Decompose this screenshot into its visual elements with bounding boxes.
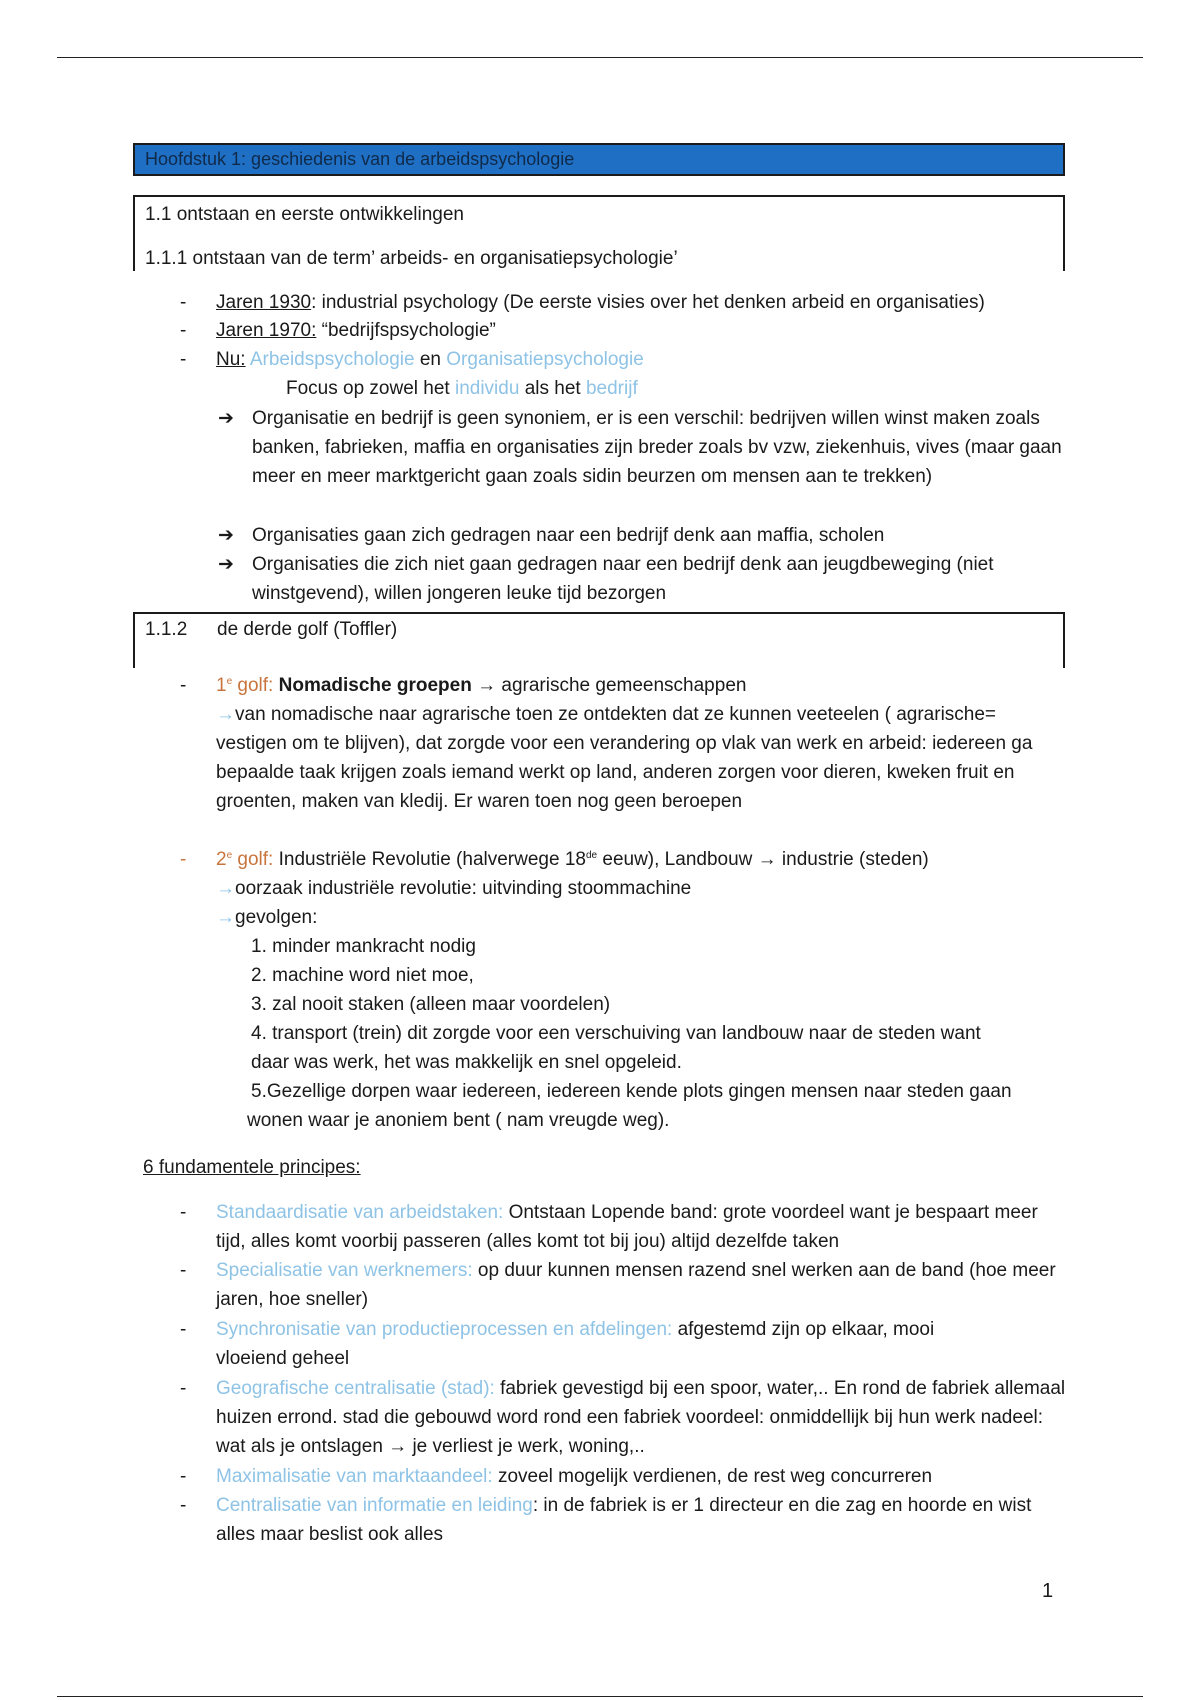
wave-text: eeuw), Landbouw → industrie (steden) <box>597 849 929 870</box>
list-item-1970 <box>216 316 496 345</box>
principle-text: op duur kunnen mensen razend snel werken aan de band (hoe meer jaren, hoe sneller) <box>216 1260 1056 1310</box>
effects-label: gevolgen: <box>235 907 318 928</box>
principle-item <box>216 1256 1066 1314</box>
principle-text: : in de fabriek is er 1 directeur en die zag en hoorde en wist alles maar beslist ook alles <box>216 1495 1032 1545</box>
section-box-1-1-2 <box>133 612 1065 668</box>
wave-number: 2 <box>216 849 227 870</box>
bullet-dash: - <box>180 292 187 313</box>
principle-text: fabriek gevestigd bij een spoor, water,.. En rond de fabriek allemaal huizen errond. stad die gebouwd word rond een fabriek voordeel: onmiddellijk bij hun werk nadeel: wat als je ontslagen → je verliest je werk, woning,.. <box>216 1378 1066 1457</box>
term-highlight: Organisatiepsychologie <box>446 349 644 370</box>
arrow-bullet-icon: ➔ <box>218 408 234 429</box>
arrow-bullet-icon: ➔ <box>218 554 234 575</box>
wave-number: 1 <box>216 675 227 696</box>
wave-sup: de <box>585 850 598 861</box>
bullet-dash: - <box>180 849 187 870</box>
list-item-nu <box>216 345 644 374</box>
year-text: : industrial psychology (De eerste visies over het denken arbeid en organisaties) <box>311 292 985 313</box>
effect-item: 5.Gezellige dorpen waar iedereen, iedereen kende plots gingen mensen naar steden gaan wonen waar je anoniem bent ( nam vreugde weg). <box>247 1081 1012 1131</box>
wave-1-description <box>216 700 1056 816</box>
bullet-dash: - <box>180 1466 187 1487</box>
wave-sup: e <box>226 676 233 687</box>
connector-text: en <box>414 349 447 370</box>
principle-item <box>216 1491 1066 1549</box>
list-item-1930 <box>216 288 985 317</box>
wave-text: van nomadische naar agrarische toen ze ontdekten dat ze kunnen veeteelen ( agrarische= vestigen om te blijven), dat zorgde voor een verandering op vlak van werk en arbeid: iedereen ga bepaalde taak krijgen zoals iemand werkt op land, anderen zorgen voor dieren, kweken fruit en groenten, maken van kledij. Er waren toen nog geen beroepen <box>216 704 1033 812</box>
chapter-heading: Hoofdstuk 1: geschiedenis van de arbeidspsychologie <box>133 143 1065 176</box>
wave-sup: e <box>226 850 233 861</box>
focus-line <box>286 374 638 403</box>
focus-text: als het <box>519 378 586 399</box>
effect-item: 2. machine word niet moe, <box>251 965 474 986</box>
wave-2-cause <box>216 874 691 903</box>
effect-item: 4. transport (trein) dit zorgde voor een verschuiving van landbouw naar de steden want daar was werk, het was makkelijk en snel opgeleid. <box>251 1023 981 1073</box>
wave-bold: Nomadische groepen <box>273 675 472 696</box>
principle-term: Synchronisatie van productieprocessen en afdelingen: <box>216 1319 673 1340</box>
wave-2-heading <box>216 845 929 874</box>
page-number: 1 <box>1042 1580 1054 1602</box>
term-highlight: individu <box>454 378 520 399</box>
section-title: de derde golf (Toffler) <box>217 619 398 640</box>
bullet-dash: - <box>180 349 187 370</box>
principle-term: Specialisatie van werknemers: <box>216 1260 473 1281</box>
arrow-icon: → <box>216 907 235 928</box>
wave-2-effects-label <box>216 903 317 932</box>
section-box-1-1 <box>133 195 1065 271</box>
section-number: 1.1.2 <box>145 619 188 640</box>
header-rule <box>57 57 1143 58</box>
principle-term: Geografische centralisatie (stad): <box>216 1378 495 1399</box>
footer-rule <box>57 1696 1143 1697</box>
bullet-dash: - <box>180 1378 187 1399</box>
year-label: Jaren 1970: <box>216 320 317 341</box>
principle-item <box>216 1374 1066 1461</box>
year-text: “bedrijfspsychologie” <box>316 320 496 341</box>
wave-text: Industriële Revolutie (halverwege 18 <box>273 849 586 870</box>
year-label: Jaren 1930 <box>216 292 312 313</box>
effect-item: 3. zal nooit staken (alleen maar voordelen) <box>251 994 611 1015</box>
principle-text: zoveel mogelijk verdienen, de rest weg concurreren <box>492 1466 933 1487</box>
effect-item: 1. minder mankracht nodig <box>251 936 476 957</box>
year-label: Nu: <box>216 349 246 370</box>
principle-term: Maximalisatie van marktaandeel: <box>216 1466 493 1487</box>
principle-text: Ontstaan Lopende band: grote voordeel want je bespaart meer tijd, alles komt voorbij passeren (alles komt tot bij jou) altijd dezelfde taken <box>216 1202 1038 1252</box>
bullet-dash: - <box>180 1495 187 1516</box>
principle-term: Standaardisatie van arbeidstaken: <box>216 1202 504 1223</box>
bullet-dash: - <box>180 1319 187 1340</box>
arrow-bullet-icon: ➔ <box>218 525 234 546</box>
section-title: 1.1 ontstaan en eerste ontwikkelingen <box>145 204 464 225</box>
term-highlight: bedrijf <box>585 378 638 399</box>
principle-item <box>216 1198 1066 1256</box>
term-highlight: Arbeidspsychologie <box>249 349 415 370</box>
bullet-dash: - <box>180 675 187 696</box>
principle-item <box>216 1462 1066 1491</box>
subsection-title: 1.1.1 ontstaan van de term’ arbeids- en organisatiepsychologie’ <box>145 248 678 269</box>
arrow-item: Organisatie en bedrijf is geen synoniem, er is een verschil: bedrijven willen winst maken zoals banken, fabrieken, maffia en organisaties zijn breder zoals bv vzw, ziekenhuis, vives (maar gaan meer en meer marktgericht gaan zoals sidin beurzen om mensen aan te trekken) <box>252 408 1062 487</box>
arrow-icon: → <box>216 704 235 725</box>
principle-text: afgestemd zijn op elkaar, mooi vloeiend geheel <box>216 1319 935 1369</box>
bullet-dash: - <box>180 1202 187 1223</box>
cause-text: oorzaak industriële revolutie: uitvinding stoommachine <box>235 878 692 899</box>
arrow-item: Organisaties gaan zich gedragen naar een bedrijf denk aan maffia, scholen <box>252 525 885 546</box>
wave-label: golf: <box>232 675 274 696</box>
bullet-dash: - <box>180 320 187 341</box>
wave-1-heading <box>216 671 746 700</box>
principles-heading: 6 fundamentele principes: <box>143 1157 361 1178</box>
arrow-icon: → <box>216 878 235 899</box>
bullet-dash: - <box>180 1260 187 1281</box>
focus-text: Focus op zowel het <box>286 378 455 399</box>
wave-label: golf: <box>232 849 274 870</box>
principle-term: Centralisatie van informatie en leiding <box>216 1495 533 1516</box>
principle-item <box>216 1315 996 1373</box>
wave-rest: → agrarische gemeenschappen <box>471 675 747 696</box>
arrow-item: Organisaties die zich niet gaan gedragen naar een bedrijf denk aan jeugdbeweging (niet winstgevend), willen jongeren leuke tijd bezorgen <box>252 554 994 604</box>
